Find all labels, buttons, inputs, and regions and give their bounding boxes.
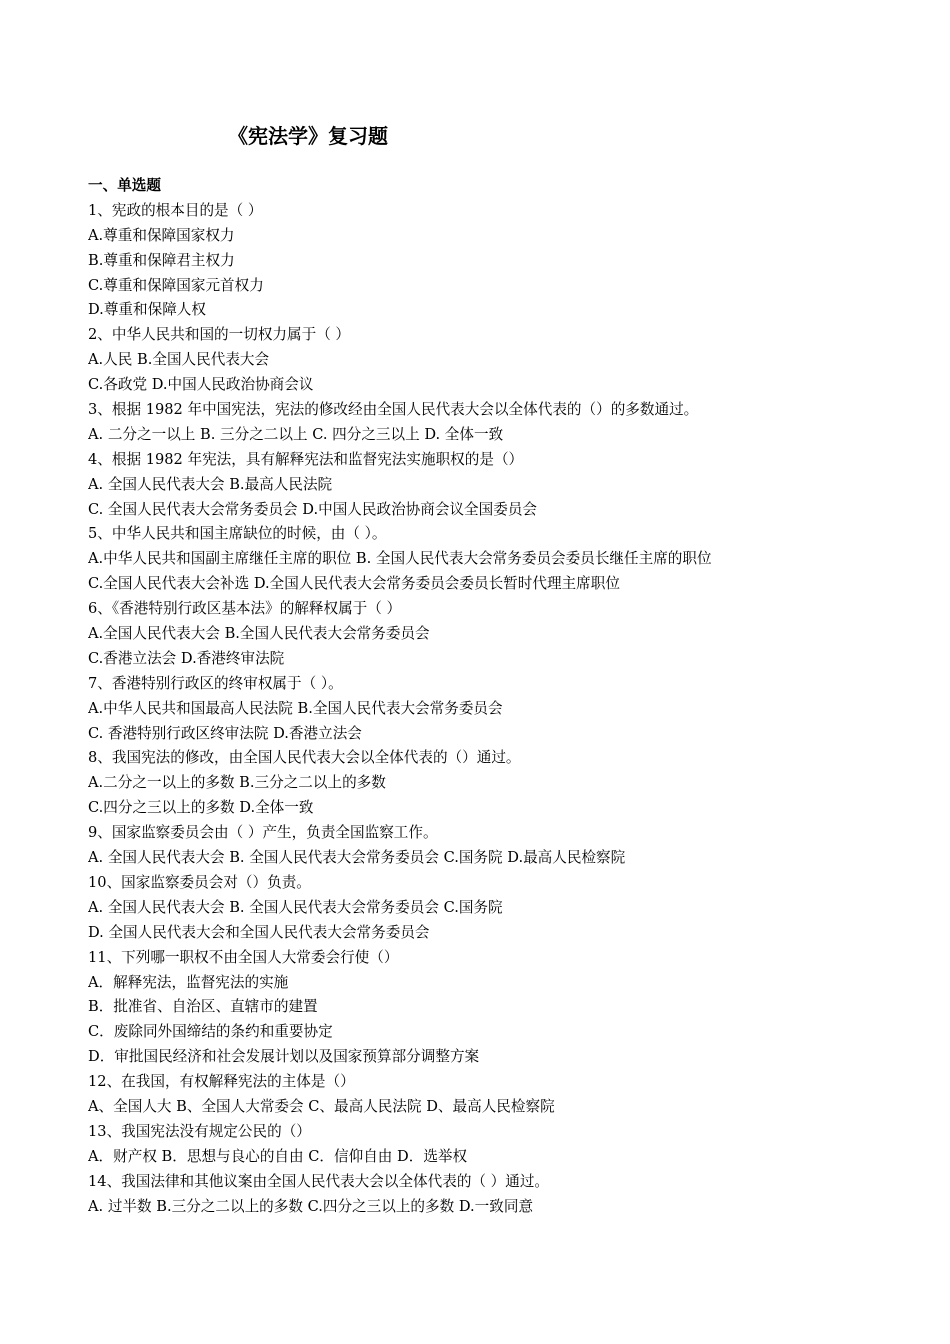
option-line: C.全国人民代表大会补选 D.全国人民代表大会常务委员会委员长暂时代理主席职位 (88, 575, 620, 593)
option-line: D. 全国人民代表大会和全国人民代表大会常务委员会 (88, 923, 430, 941)
option-line: C.尊重和保障国家元首权力 (88, 276, 264, 294)
option-line: A. 全国人民代表大会 B. 全国人民代表大会常务委员会 C.国务院 (88, 898, 503, 916)
question-line: 12、在我国，有权解释宪法的主体是（） (88, 1073, 355, 1091)
option-line: A、全国人大 B、全国人大常委会 C、最高人民法院 D、最高人民检察院 (88, 1097, 555, 1115)
option-line: C.四分之三以上的多数 D.全体一致 (88, 799, 314, 817)
option-line: B.尊重和保障君主权力 (88, 251, 235, 269)
option-line: A.二分之一以上的多数 B.三分之二以上的多数 (88, 774, 386, 792)
option-line: C. 全国人民代表大会常务委员会 D.中国人民政治协商会议全国委员会 (88, 500, 538, 518)
question-line: 10、国家监察委员会对（）负责。 (88, 873, 311, 891)
option-line: B．批准省、自治区、直辖市的建置 (88, 998, 318, 1016)
question-line: 8、我国宪法的修改，由全国人民代表大会以全体代表的（）通过。 (88, 749, 521, 767)
option-line: D．审批国民经济和社会发展计划以及国家预算部分调整方案 (88, 1048, 480, 1066)
option-line: A. 过半数 B.三分之二以上的多数 C.四分之三以上的多数 D.一致同意 (88, 1197, 534, 1215)
option-line: C. 香港特别行政区终审法院 D.香港立法会 (88, 724, 362, 742)
option-line: D.尊重和保障人权 (88, 301, 206, 319)
question-line: 2、中华人民共和国的一切权力属于（ ） (88, 326, 351, 344)
question-line: 9、国家监察委员会由（ ）产生，负责全国监察工作。 (88, 824, 438, 842)
question-line: 7、香港特别行政区的终审权属于（ ）。 (88, 674, 343, 692)
question-line: 1、宪政的根本目的是（ ） (88, 201, 263, 219)
document-body (88, 174, 928, 1219)
section-heading: 一、单选题 (88, 177, 161, 194)
option-line: C.香港立法会 D.香港终审法院 (88, 649, 285, 667)
option-line: A．解释宪法，监督宪法的实施 (88, 973, 289, 991)
question-line: 3、根据 1982 年中国宪法，宪法的修改经由全国人民代表大会以全体代表的（）的多数通过。 (88, 401, 699, 419)
option-line: A. 全国人民代表大会 B. 全国人民代表大会常务委员会 C.国务院 D.最高人民检察院 (88, 849, 626, 867)
option-line: A.全国人民代表大会 B.全国人民代表大会常务委员会 (88, 625, 430, 643)
question-line: 14、我国法律和其他议案由全国人民代表大会以全体代表的（ ）通过。 (88, 1172, 550, 1190)
question-line: 6、《香港特别行政区基本法》的解释权属于（ ） (88, 600, 402, 618)
option-line: A.人民 B.全国人民代表大会 (88, 351, 270, 369)
question-line: 11、下列哪一职权不由全国人大常委会行使（） (88, 948, 399, 966)
option-line: A. 全国人民代表大会 B.最高人民法院 (88, 475, 333, 493)
option-line: A. 二分之一以上 B. 三分之二以上 C. 四分之三以上 D. 全体一致 (88, 425, 504, 443)
option-line: A．财产权 B．思想与良心的自由 C．信仰自由 D．选举权 (88, 1147, 468, 1165)
option-line: C.各政党 D.中国人民政治协商会议 (88, 376, 314, 394)
question-line: 5、中华人民共和国主席缺位的时候，由（ ）。 (88, 525, 387, 543)
option-line: C．废除同外国缔结的条约和重要协定 (88, 1023, 333, 1041)
question-line: 13、我国宪法没有规定公民的（） (88, 1122, 311, 1140)
option-line: A.中华人民共和国最高人民法院 B.全国人民代表大会常务委员会 (88, 699, 503, 717)
question-line: 4、根据 1982 年宪法，具有解释宪法和监督宪法实施职权的是（） (88, 450, 524, 468)
option-line: A.尊重和保障国家权力 (88, 226, 235, 244)
option-line: A.中华人民共和国副主席继任主席的职位 B. 全国人民代表大会常务委员会委员长继任主席的职位 (88, 550, 712, 568)
document-title: 《宪法学》复习题 (228, 124, 388, 148)
